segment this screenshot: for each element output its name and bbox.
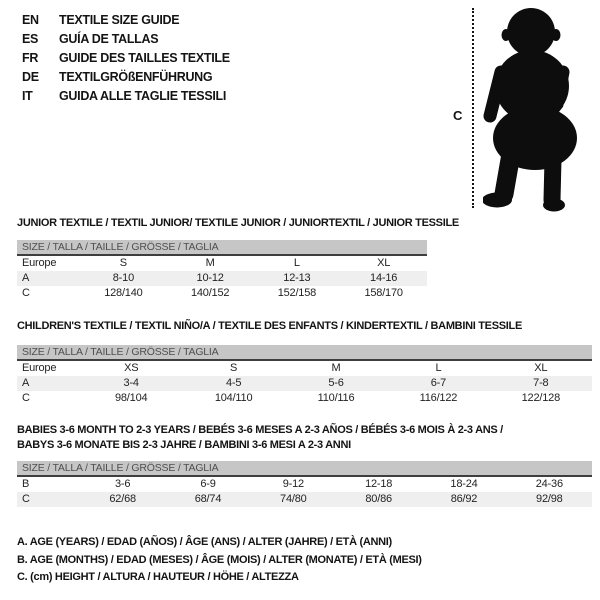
table-row bbox=[17, 477, 592, 492]
table-cell: S bbox=[119, 257, 127, 269]
table-cell: 8-10 bbox=[112, 272, 134, 284]
table-cell: 98/104 bbox=[114, 392, 148, 404]
language-code: IT bbox=[22, 89, 33, 103]
language-title-block bbox=[22, 11, 230, 106]
table-row bbox=[17, 271, 427, 286]
table-cell: 3-4 bbox=[123, 377, 139, 389]
language-code: EN bbox=[22, 13, 39, 27]
language-title: TEXTILGRÖßENFÜHRUNG bbox=[59, 70, 213, 84]
junior-table-title: JUNIOR TEXTILE / TEXTIL JUNIOR/ TEXTILE JUNIOR / JUNIORTEXTIL / JUNIOR TESSILE bbox=[17, 217, 459, 229]
size-header-bar bbox=[17, 345, 592, 361]
table-cell: 10-12 bbox=[196, 272, 224, 284]
table-cell: 122/128 bbox=[521, 392, 561, 404]
babies-table bbox=[17, 461, 592, 507]
language-code: ES bbox=[22, 32, 39, 46]
size-header-text: SIZE / TALLA / TAILLE / GRÖSSE / TAGLIA bbox=[22, 346, 219, 358]
table-cell: 12-18 bbox=[365, 478, 393, 490]
table-cell: 140/152 bbox=[190, 287, 230, 299]
junior-table bbox=[17, 240, 427, 301]
children-table bbox=[17, 345, 592, 406]
table-row bbox=[17, 286, 427, 301]
language-row bbox=[22, 68, 230, 87]
table-cell: 14-16 bbox=[370, 272, 398, 284]
language-title: TEXTILE SIZE GUIDE bbox=[59, 13, 180, 27]
babies-table-title-line2: BABYS 3-6 MONATE BIS 2-3 JAHRE / BAMBINI 3-6 MESI A 2-3 ANNI bbox=[17, 439, 351, 451]
table-cell: 80/86 bbox=[365, 493, 392, 505]
language-row bbox=[22, 49, 230, 68]
table-cell: 6-7 bbox=[430, 377, 447, 389]
row-label: C bbox=[22, 493, 30, 505]
row-label: Europe bbox=[22, 257, 57, 269]
table-cell: L bbox=[293, 257, 300, 269]
legend-note-c: C. (cm) HEIGHT / ALTURA / HAUTEUR / HÖHE / ALTEZZA bbox=[17, 571, 299, 583]
row-label: A bbox=[22, 272, 30, 284]
table-cell: 6-9 bbox=[200, 478, 216, 490]
table-cell: XL bbox=[534, 362, 548, 374]
language-row bbox=[22, 11, 230, 30]
table-cell: 158/170 bbox=[364, 287, 403, 299]
size-header-bar bbox=[17, 240, 427, 256]
table-cell: 12-13 bbox=[283, 272, 311, 284]
table-cell: M bbox=[205, 257, 215, 269]
table-cell: 68/74 bbox=[194, 493, 222, 505]
table-cell: 24-36 bbox=[535, 478, 563, 490]
row-label: C bbox=[22, 392, 30, 404]
legend-note-b: B. AGE (MONTHS) / EDAD (MESES) / ÂGE (MOIS) / ALTER (MONATE) / ETÀ (MESI) bbox=[17, 553, 422, 566]
table-row bbox=[17, 376, 592, 391]
table-cell: 152/158 bbox=[277, 287, 317, 299]
language-title: GUIDE DES TAILLES TEXTILE bbox=[59, 51, 230, 65]
table-cell: 104/110 bbox=[214, 392, 253, 404]
figure-height-label: C bbox=[453, 108, 463, 123]
babies-table-title-line1: BABIES 3-6 MONTH TO 2-3 YEARS / BEBÉS 3-6 MESES A 2-3 AÑOS / BÉBÉS 3-6 MOIS À 2-3 ANS / bbox=[17, 424, 503, 436]
table-row bbox=[17, 361, 592, 376]
table-cell: 18-24 bbox=[450, 478, 478, 490]
language-title: GUÍA DE TALLAS bbox=[59, 32, 159, 46]
size-header-text: SIZE / TALLA / TAILLE / GRÖSSE / TAGLIA bbox=[22, 241, 219, 253]
row-label: Europe bbox=[22, 362, 57, 374]
table-cell: 128/140 bbox=[104, 287, 143, 299]
language-row bbox=[22, 30, 230, 49]
table-cell: 110/116 bbox=[317, 392, 355, 404]
height-measure-dotted-line bbox=[472, 8, 474, 208]
table-cell: XL bbox=[377, 257, 391, 269]
table-cell: 3-6 bbox=[115, 478, 131, 490]
baby-silhouette bbox=[483, 4, 595, 216]
table-cell: 92/98 bbox=[536, 493, 563, 505]
language-row bbox=[22, 87, 230, 106]
table-cell: 4-5 bbox=[225, 377, 242, 389]
table-row bbox=[17, 492, 592, 507]
children-table-title: CHILDREN'S TEXTILE / TEXTIL NIÑO/A / TEXTILE DES ENFANTS / KINDERTEXTIL / BAMBINI TESSILE bbox=[17, 320, 522, 332]
size-header-bar bbox=[17, 461, 592, 477]
table-cell: S bbox=[230, 362, 238, 374]
table-row bbox=[17, 391, 592, 406]
table-cell: XS bbox=[124, 362, 139, 374]
language-code: FR bbox=[22, 51, 39, 65]
row-label: C bbox=[22, 287, 30, 299]
table-cell: 7-8 bbox=[533, 377, 549, 389]
row-label: B bbox=[22, 478, 30, 490]
language-code: DE bbox=[22, 70, 39, 84]
table-cell: M bbox=[331, 362, 341, 374]
table-cell: L bbox=[435, 362, 442, 374]
language-title: GUIDA ALLE TAGLIE TESSILI bbox=[59, 89, 227, 103]
table-cell: 5-6 bbox=[328, 377, 344, 389]
row-label: A bbox=[22, 377, 30, 389]
table-cell: 74/80 bbox=[280, 493, 307, 505]
table-cell: 9-12 bbox=[282, 478, 304, 490]
table-cell: 86/92 bbox=[450, 493, 478, 505]
size-header-text: SIZE / TALLA / TAILLE / GRÖSSE / TAGLIA bbox=[22, 462, 219, 474]
legend-notes bbox=[17, 534, 422, 587]
legend-note-a: A. AGE (YEARS) / EDAD (AÑOS) / ÂGE (ANS) / ALTER (JAHRE) / ETÀ (ANNI) bbox=[17, 536, 392, 548]
table-row bbox=[17, 256, 427, 271]
table-cell: 62/68 bbox=[109, 493, 136, 505]
table-cell: 116/122 bbox=[419, 392, 458, 404]
